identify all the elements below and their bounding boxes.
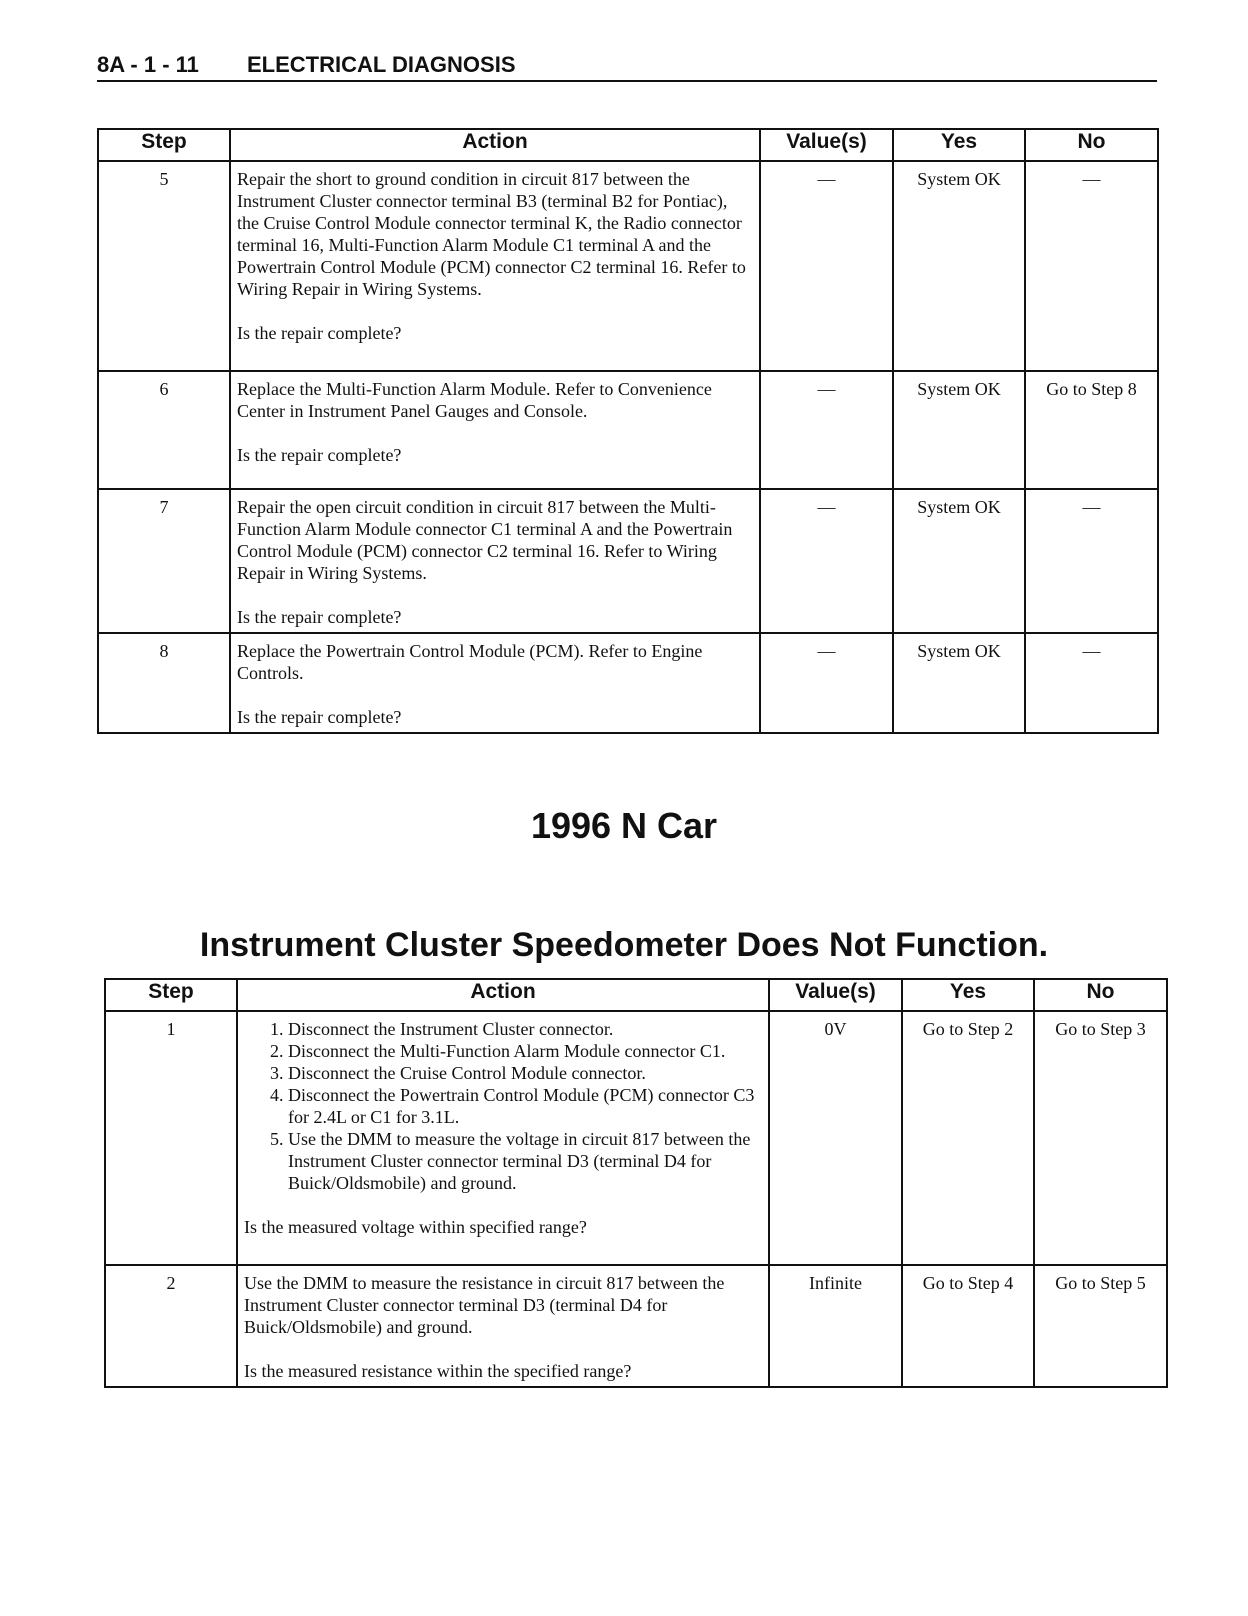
value-cell: 0V	[769, 1011, 902, 1265]
instruction-item: 5. Use the DMM to measure the voltage in circuit 817 between the Instrument Cluster connector terminal D3 (terminal D4 for Buick/Oldsmobile) and ground.	[288, 1128, 762, 1194]
no-cell: Go to Step 3	[1034, 1011, 1167, 1265]
action-question: Is the repair complete?	[237, 607, 402, 627]
no-cell: —	[1025, 161, 1158, 371]
table-row	[105, 1265, 1167, 1387]
action-text: Replace the Multi-Function Alarm Module. Refer to Convenience Center in Instrument Panel Gauges and Console.	[237, 379, 712, 421]
yes-cell: System OK	[893, 161, 1025, 371]
yes-cell: System OK	[893, 371, 1025, 489]
no-cell: Go to Step 5	[1034, 1265, 1167, 1387]
table-header-row	[105, 979, 1167, 1011]
step-number: 7	[98, 489, 230, 633]
step-number: 1	[105, 1011, 237, 1265]
value-cell: —	[760, 161, 893, 371]
action-cell	[230, 633, 760, 733]
col-yes: Yes	[902, 979, 1034, 1011]
table-row	[105, 1011, 1167, 1265]
no-cell: Go to Step 8	[1025, 371, 1158, 489]
action-question: Is the repair complete?	[237, 323, 402, 343]
action-text: Repair the short to ground condition in circuit 817 between the Instrument Cluster connector terminal B3 (terminal B2 for Pontiac), the Cruise Control Module connector terminal K, the Radio connector terminal 16, Multi-Function Alarm Module C1 terminal A and the Powertrain Control Module (PCM) connector C2 terminal 16. Refer to Wiring Repair in Wiring Systems.	[237, 169, 746, 299]
instruction-item: 3. Disconnect the Cruise Control Module connector.	[288, 1062, 762, 1084]
value-cell: —	[760, 633, 893, 733]
page-header	[97, 50, 1157, 82]
yes-cell: Go to Step 4	[902, 1265, 1034, 1387]
table-row	[98, 489, 1158, 633]
section-title: ELECTRICAL DIAGNOSIS	[247, 52, 516, 77]
no-cell: —	[1025, 489, 1158, 633]
instruction-item: 1. Disconnect the Instrument Cluster connector.	[288, 1018, 762, 1040]
no-cell: —	[1025, 633, 1158, 733]
value-cell: —	[760, 489, 893, 633]
value-cell: —	[760, 371, 893, 489]
step-number: 2	[105, 1265, 237, 1387]
col-step: Step	[98, 129, 230, 161]
col-values: Value(s)	[769, 979, 902, 1011]
diagnostic-table-1	[97, 128, 1159, 734]
instruction-item: 4. Disconnect the Powertrain Control Module (PCM) connector C3 for 2.4L or C1 for 3.1L.	[288, 1084, 762, 1128]
col-no: No	[1025, 129, 1158, 161]
col-action: Action	[237, 979, 769, 1011]
yes-cell: System OK	[893, 489, 1025, 633]
table-row	[98, 161, 1158, 371]
value-cell: Infinite	[769, 1265, 902, 1387]
action-cell	[237, 1011, 769, 1265]
instruction-list	[244, 1018, 762, 1194]
action-question: Is the measured voltage within specified range?	[244, 1217, 587, 1237]
col-yes: Yes	[893, 129, 1025, 161]
step-number: 8	[98, 633, 230, 733]
diagnostic-table-2	[104, 978, 1168, 1388]
action-cell	[230, 161, 760, 371]
table-row	[98, 371, 1158, 489]
action-question: Is the repair complete?	[237, 707, 402, 727]
instruction-item: 2. Disconnect the Multi-Function Alarm Module connector C1.	[288, 1040, 762, 1062]
action-cell	[237, 1265, 769, 1387]
table-header-row	[98, 129, 1158, 161]
action-text: Use the DMM to measure the resistance in circuit 817 between the Instrument Cluster connector terminal D3 (terminal D4 for Buick/Oldsmobile) and ground.	[244, 1273, 725, 1337]
col-values: Value(s)	[760, 129, 893, 161]
procedure-title: Instrument Cluster Speedometer Does Not Function.	[199, 926, 1049, 964]
action-text: Replace the Powertrain Control Module (PCM). Refer to Engine Controls.	[237, 641, 703, 683]
action-cell	[230, 489, 760, 633]
action-text: Repair the open circuit condition in circuit 817 between the Multi-Function Alarm Module connector C1 terminal A and the Powertrain Control Module (PCM) connector C2 terminal 16. Refer to Wiring Repair in Wiring Systems.	[237, 497, 733, 583]
yes-cell: System OK	[893, 633, 1025, 733]
yes-cell: Go to Step 2	[902, 1011, 1034, 1265]
col-no: No	[1034, 979, 1167, 1011]
section-number: 8A - 1 - 11	[97, 52, 199, 77]
step-number: 5	[98, 161, 230, 371]
action-cell	[230, 371, 760, 489]
col-action: Action	[230, 129, 760, 161]
car-heading: 1996 N Car	[530, 805, 718, 846]
table-row	[98, 633, 1158, 733]
action-question: Is the measured resistance within the specified range?	[244, 1361, 632, 1381]
action-question: Is the repair complete?	[237, 445, 402, 465]
col-step: Step	[105, 979, 237, 1011]
step-number: 6	[98, 371, 230, 489]
